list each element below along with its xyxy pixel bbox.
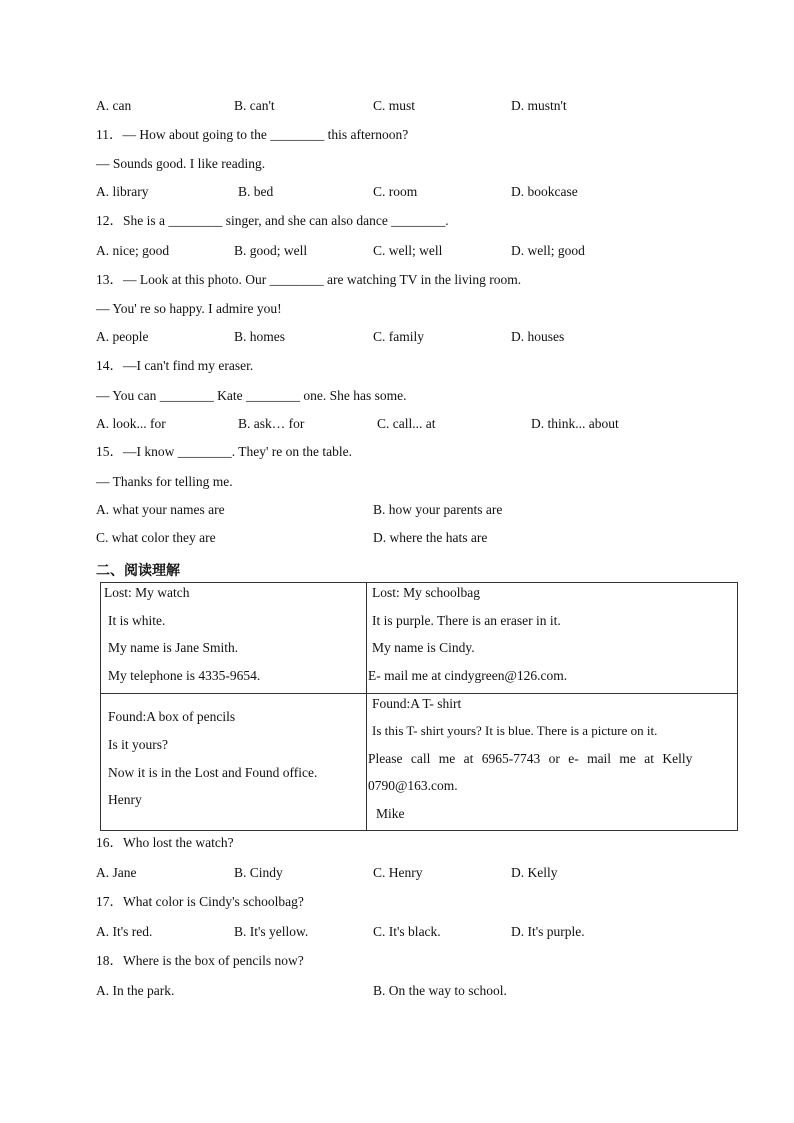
option-d: D. Kelly [511,865,558,880]
notice-line: Is it yours? [108,737,168,752]
question-text: 12．She is a ________ singer, and she can also dance ________. [96,213,449,228]
notice-line: Found:A T- shirt [372,696,462,711]
notice-line: Found:A box of pencils [108,709,236,724]
option-d: D. It's purple. [511,924,585,939]
question-text: 18．Where is the box of pencils now? [96,953,304,968]
notice-line: Henry [108,792,142,807]
notice-line: My telephone is 4335-9654. [108,668,261,683]
option-b: B. can't [234,98,275,113]
option-a: A. people [96,329,149,344]
notice-table [100,582,738,831]
option-c: C. room [373,184,418,199]
option-d: D. houses [511,329,565,344]
option-d: D. think... about [531,416,619,431]
notice-line: Now it is in the Lost and Found office. [108,765,318,780]
option-b: B. Cindy [234,865,283,880]
question-text: 13．— Look at this photo. Our ________ are watching TV in the living room. [96,272,522,287]
notice-line: Lost: My schoolbag [372,585,480,600]
notice-line: Please call me at 6965-7743 or e- mail me at Kelly [368,751,693,766]
notice-line: E- mail me at cindygreen@126.com. [368,668,568,683]
option-d: D. mustn't [511,98,567,113]
option-c: C. what color they are [96,530,216,545]
option-a: A. In the park. [96,983,175,998]
question-text: — You' re so happy. I admire you! [96,301,282,316]
notice-line: It is purple. There is an eraser in it. [372,613,561,628]
option-a: A. It's red. [96,924,153,939]
notice-line: 0790@163.com. [368,778,458,793]
notice-line: Is this T- shirt yours? It is blue. There is a picture on it. [372,723,658,738]
option-c: C. well; well [373,243,443,258]
question-text: 11．— How about going to the ________ this afternoon? [96,127,409,142]
option-b: B. good; well [234,243,308,258]
option-b: B. bed [238,184,274,199]
option-b: B. how your parents are [373,502,503,517]
option-b: B. homes [234,329,286,344]
notice-line: Lost: My watch [104,585,190,600]
option-c: C. must [373,98,416,113]
option-c: C. call... at [377,416,436,431]
question-text: 14．—I can't find my eraser. [96,358,254,373]
option-b: B. ask… for [238,416,305,431]
option-d: D. where the hats are [373,530,488,545]
option-c: C. It's black. [373,924,441,939]
notice-line: My name is Cindy. [372,640,475,655]
question-text: — Sounds good. I like reading. [96,156,266,171]
question-text: 16．Who lost the watch? [96,835,234,850]
option-d: D. bookcase [511,184,578,199]
option-a: A. what your names are [96,502,225,517]
option-c: C. family [373,329,424,344]
question-text: 15．—I know ________. They' re on the table. [96,444,353,459]
option-a: A. nice; good [96,243,170,258]
table-divider [366,583,367,830]
option-a: A. library [96,184,149,199]
option-c: C. Henry [373,865,423,880]
option-a: A. look... for [96,416,166,431]
section-heading: 二、阅读理解 [96,563,180,579]
option-a: A. Jane [96,865,137,880]
notice-line: Mike [376,806,405,821]
option-d: D. well; good [511,243,585,258]
question-text: — You can ________ Kate ________ one. She has some. [96,388,407,403]
option-a: A. can [96,98,132,113]
option-b: B. It's yellow. [234,924,309,939]
question-text: 17．What color is Cindy's schoolbag? [96,894,304,909]
question-text: — Thanks for telling me. [96,474,233,489]
option-b: B. On the way to school. [373,983,507,998]
notice-line: It is white. [108,613,166,628]
notice-line: My name is Jane Smith. [108,640,239,655]
